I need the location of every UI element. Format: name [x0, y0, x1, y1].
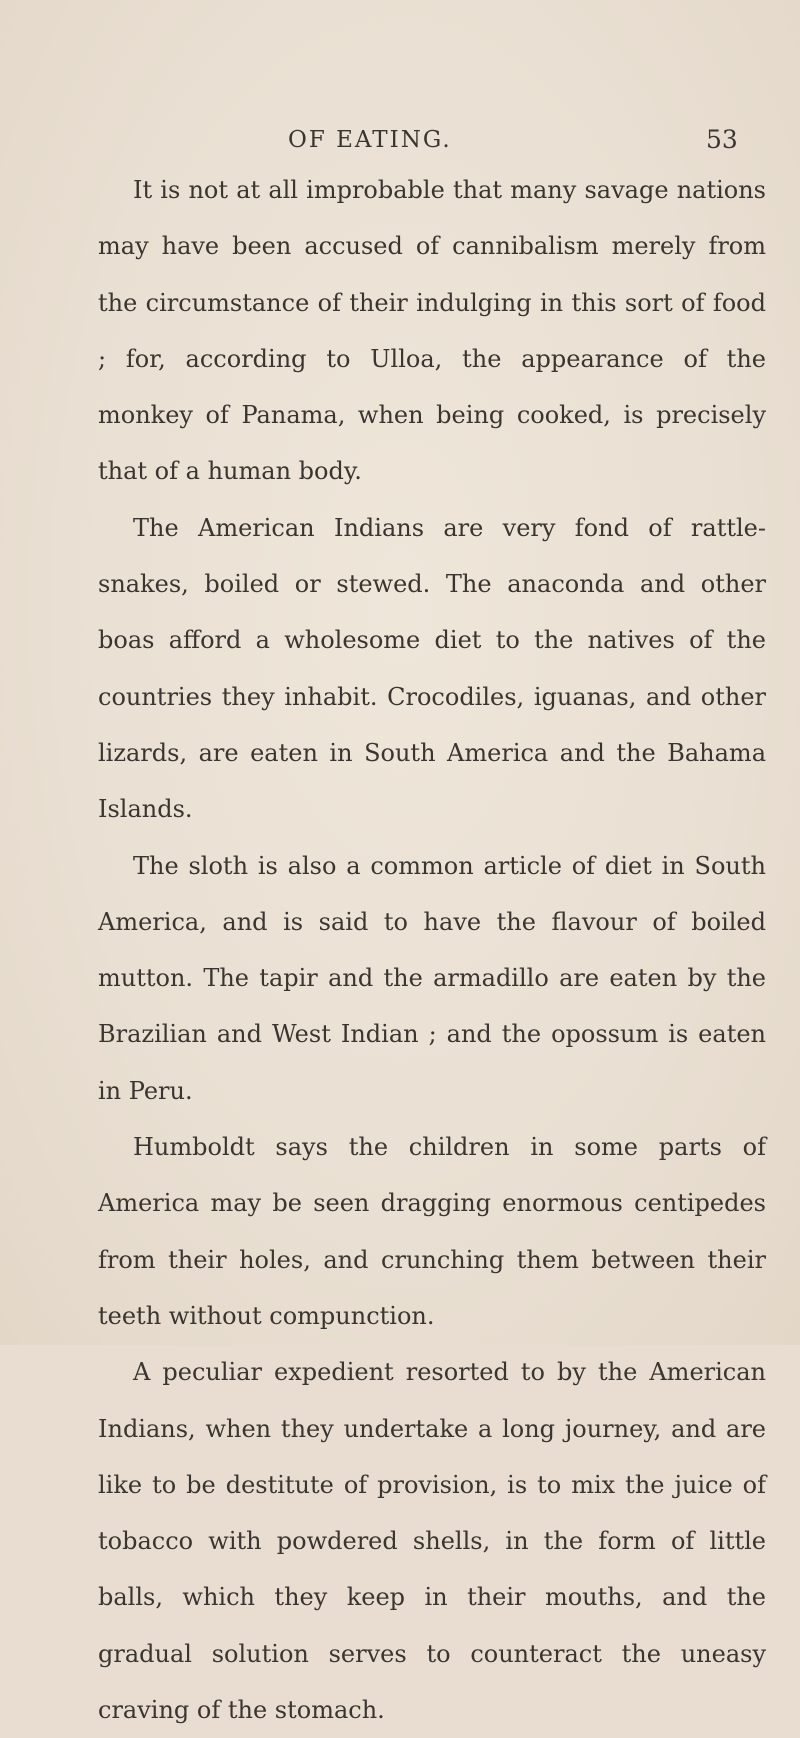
page-number: 53	[706, 125, 738, 154]
paragraph-humboldt-centipedes: Humboldt says the children in some parts of America may be seen dragging enormous centipedes from their holes, and crunching them between their teeth without compunction.	[98, 1133, 766, 1330]
running-head: OF EATING.	[288, 127, 452, 153]
paragraph-sloth-tapir: The sloth is also a common article of diet in South America, and is said to have the flavour of boiled mutton. The tapir and the armadillo are eaten by the Brazilian and West Indian ; and the opossum is eaten in Peru.	[98, 851, 766, 1105]
paragraph-tobacco-expedient: A peculiar expedient resorted to by the American Indians, when they undertake a long journey, and are like to be destitute of provision, is to mix the juice of tobacco with powdered shells, in the form of little balls, which they keep in their mouths, and the gradual solution serves to counteract the uneasy craving of the stomach.	[98, 1358, 766, 1725]
page-header	[0, 120, 800, 160]
body-text	[98, 162, 766, 1738]
paragraph-cannibalism: It is not at all improbable that many savage nations may have been accused of cannibalism merely from the circumstance of their indulging in this sort of food ; for, according to Ulloa, the appearance of the monkey of Panama, when being cooked, is precisely that of a human body.	[98, 176, 766, 486]
paragraph-snakes-lizards: The American Indians are very fond of rattle-snakes, boiled or stewed. The anaconda and other boas afford a wholesome diet to the natives of the countries they inhabit. Crocodiles, iguanas, and other lizards, are eaten in South America and the Bahama Islands.	[98, 513, 766, 824]
